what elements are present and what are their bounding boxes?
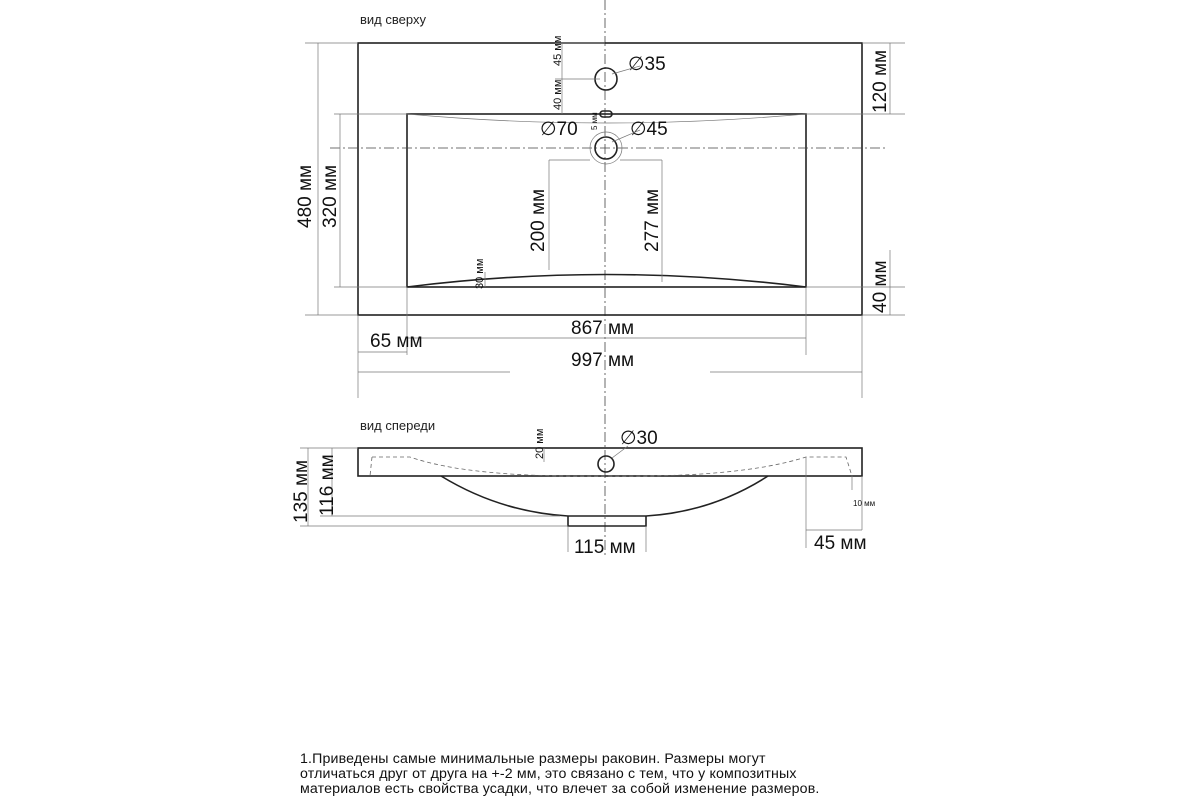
front-bowl-hidden (370, 457, 852, 476)
dim-116mm-label: 116 мм (317, 454, 338, 516)
dim-480mm-label: 480 мм (295, 164, 316, 228)
drain-diameter-label: ∅45 (630, 119, 668, 140)
front-drain-stub (568, 516, 646, 526)
dim-200mm-label: 200 мм (528, 188, 549, 252)
dim-65mm-label: 65 мм (370, 331, 423, 352)
dim-997mm-label: 997 мм (571, 350, 635, 371)
bowl-back-slope (407, 114, 806, 123)
footnote-line-3: материалов есть свойства усадки, что влечет за собой изменение размеров. (300, 781, 820, 797)
dim-30mm-label: 30 мм (474, 258, 486, 289)
dim-5mm-label: 5 мм (590, 112, 599, 130)
top-view (295, 36, 905, 398)
dim-45mm-front-label: 45 мм (814, 533, 867, 554)
dim-115mm-label: 115 мм (574, 537, 636, 558)
front-bowl-underside (441, 476, 768, 516)
front-view (291, 428, 875, 558)
front-diameter-label: ∅30 (620, 428, 658, 449)
footnote-line-1: 1.Приведены самые минимальные размеры раковин. Размеры могут (300, 751, 766, 767)
dim-867mm-label: 867 мм (571, 318, 635, 339)
dim-45mm-label: 45 мм (552, 35, 564, 66)
bowl-front-slope (407, 275, 806, 288)
dim-320mm-label: 320 мм (320, 164, 341, 228)
bowl-outline (407, 114, 806, 287)
faucet-diameter-label: ∅35 (628, 54, 666, 75)
dim-135mm-label: 135 мм (291, 459, 312, 523)
drain-ring-diameter-label: ∅70 (540, 119, 578, 140)
footnote (300, 752, 920, 797)
top-view-label: вид сверху (360, 12, 426, 27)
dim-20mm-label: 20 мм (534, 428, 546, 459)
dim-277mm-label: 277 мм (642, 188, 663, 252)
dim-10mm-label: 10 мм (853, 499, 876, 508)
dim-40mm-label: 40 мм (552, 79, 564, 110)
dim-120mm-label: 120 мм (870, 49, 891, 113)
front-faucet-hole (598, 456, 614, 472)
dim-40mm-right-label: 40 мм (870, 260, 891, 313)
front-view-label: вид спереди (360, 418, 436, 433)
footnote-line-2: отличаться друг от друга на +-2 мм, это связано с тем, что у композитных (300, 766, 797, 782)
